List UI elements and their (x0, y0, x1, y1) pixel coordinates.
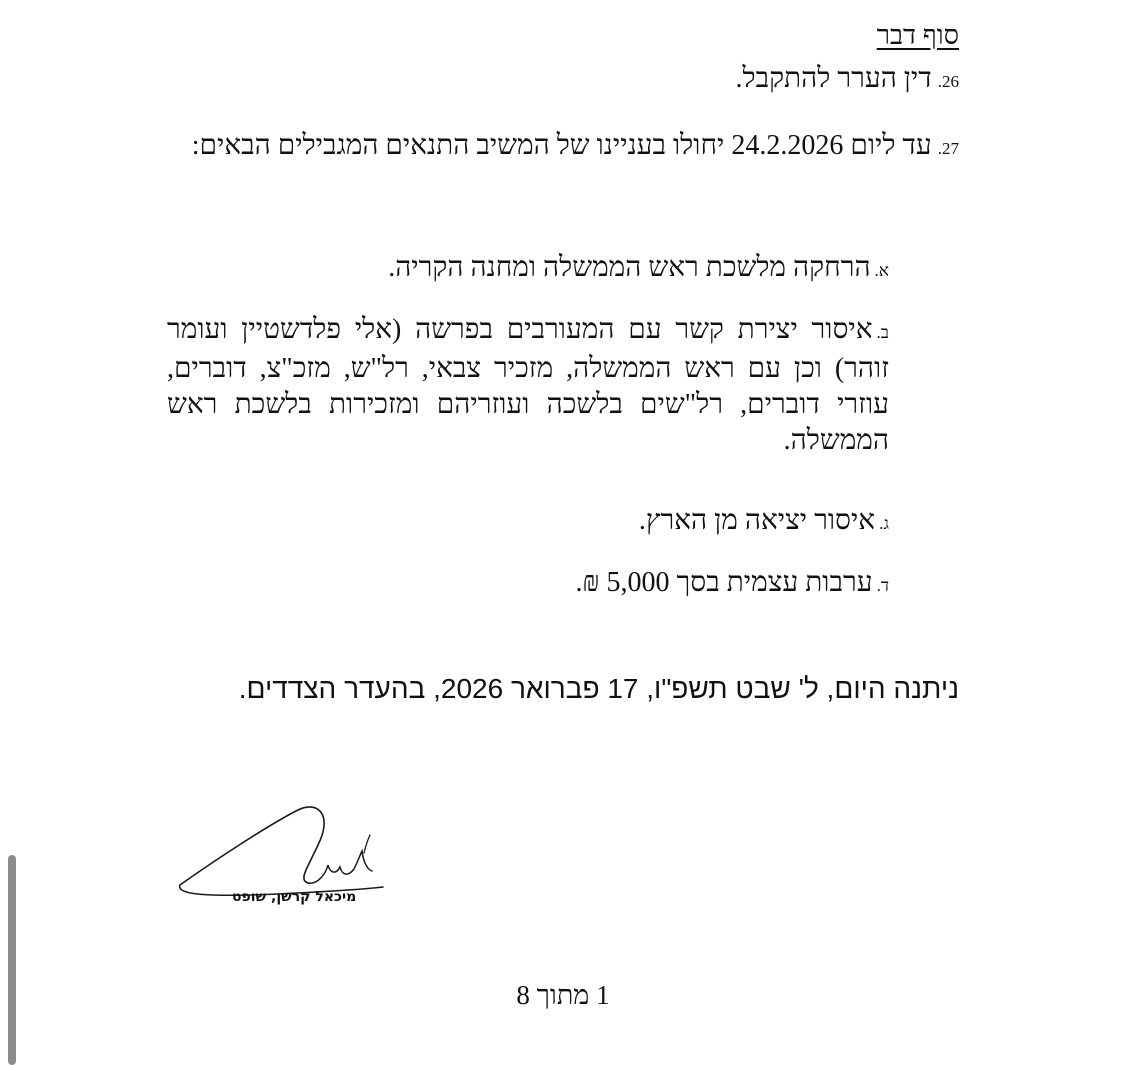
condition-text: איסור יציאה מן הארץ. (638, 505, 876, 536)
paragraph-27 (167, 127, 959, 168)
section-heading: סוף דבר (876, 20, 959, 50)
condition-d (575, 565, 889, 604)
condition-text: הרחקה מלשכת ראש הממשלה ומחנה הקריה. (388, 252, 871, 283)
paragraph-number: 26. (937, 72, 959, 91)
condition-letter: א. (874, 261, 889, 280)
scrollbar[interactable] (8, 855, 16, 1065)
page-number: 1 מתוך 8 (516, 980, 610, 1010)
condition-b (167, 312, 889, 459)
condition-text: ערבות עצמית בסך 5,000 ₪. (575, 567, 873, 598)
signer-name: מיכאל קרשן, שופט (232, 889, 357, 905)
paragraph-text: עד ליום 24.2.2026 יחולו בעניינו של המשיב התנאים המגבילים הבאים: (191, 130, 932, 161)
condition-letter: ב. (876, 323, 889, 342)
paragraph-number: 27. (937, 139, 959, 158)
condition-a (388, 250, 889, 289)
paragraph-text: דין הערר להתקבל. (735, 63, 932, 94)
paragraph-26 (735, 60, 959, 101)
given-date-text: ניתנה היום, ל' שבט תשפ"ו, 17 פברואר 2026, בהעדר הצדדים. (238, 673, 959, 704)
condition-text: איסור יצירת קשר עם המעורבים בפרשה (אלי פלדשטיין ועומר זוהר) וכן עם ראש הממשלה, מזכיר צבאי, רל"ש, מזכ"צ, דוברים, עוזרי דוברים, רל"שים בלשכה ועוזריהם ומזכירות בלשכת ראש הממשלה. (167, 314, 889, 456)
condition-letter: ג. (879, 514, 889, 533)
condition-letter: ד. (876, 576, 889, 595)
condition-c (639, 503, 889, 542)
